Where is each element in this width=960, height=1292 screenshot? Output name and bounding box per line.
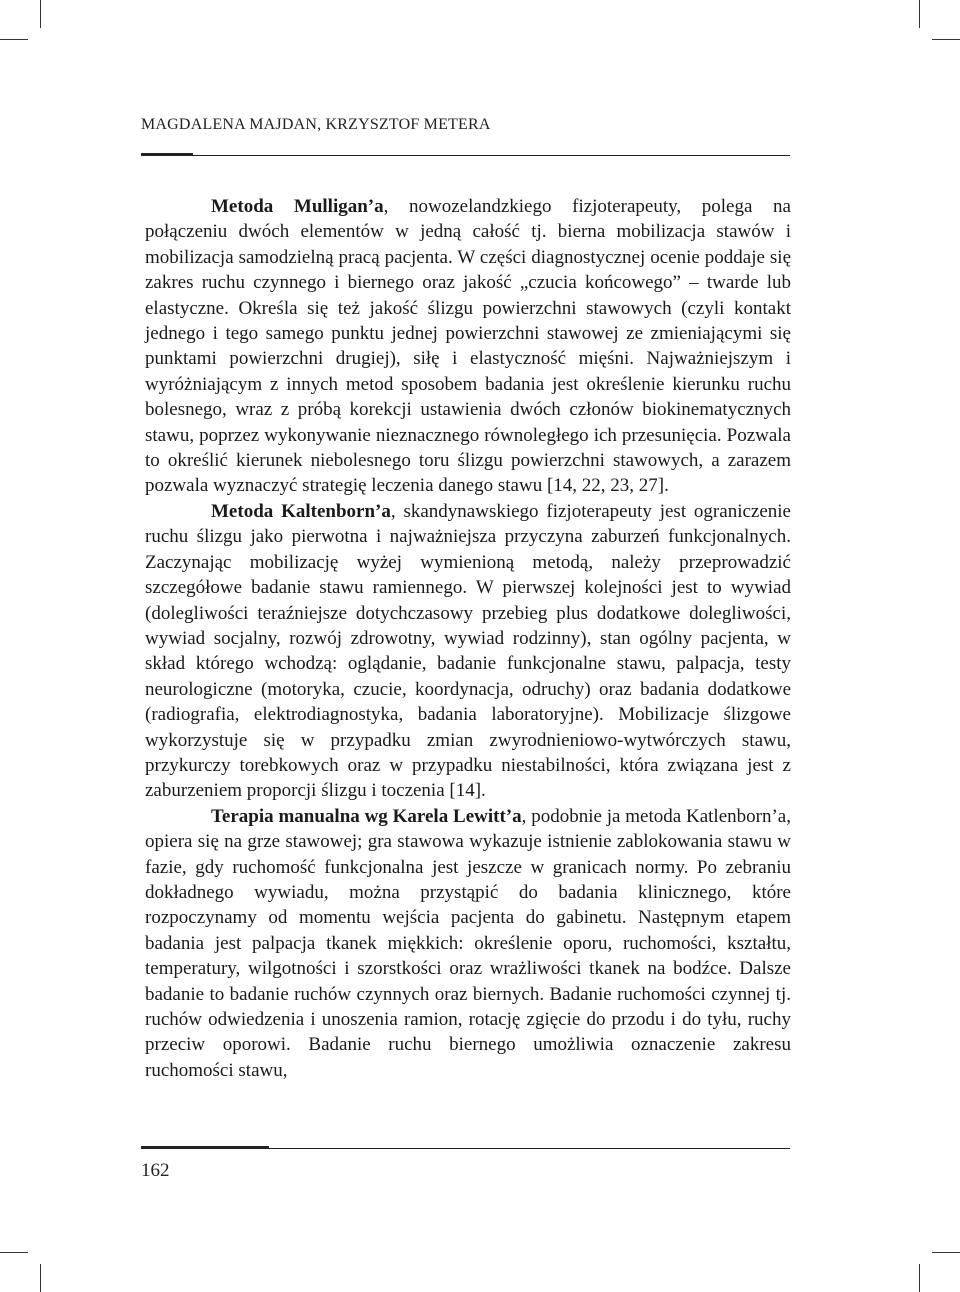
paragraph-text: , nowozelandzkiego fizjoterapeuty, polega na połączeniu dwóch elementów w jedną całość tj. bierna mobilizacja stawów i mobilizacja samodzielną pracą pacjenta. W części diagnostycznej ocenie poddaje się zakres ruchu czynnego i biernego oraz jakość „czucia końcowego” – twarde lub elastyczne. Określa się też jakość ślizgu powierzchni stawowych (czyli kontakt jednego i tego samego punktu jednej powierzchni stawowej ze zmieniającymi się punktami powierzchni drugiej), siłę i elastyczność mięśni. Najważniejszym i wyróżniającym z innych metod sposobem badania jest określenie kierunku ruchu bolesnego, wraz z próbą korekcji ustawienia dwóch członów biokinematycznych stawu, poprzez wykonywanie nieznacznego równoległego ich przesunięcia. Pozwala to określić kierunek niebolesnego toru ślizgu powierzchni stawowych, a zarazem pozwala wyznaczyć strategię leczenia danego stawu [14, 22, 23, 27]. xyxy=(145,196,791,497)
paragraph xyxy=(145,804,791,1083)
header-rule xyxy=(141,155,790,156)
crop-mark xyxy=(0,1252,28,1253)
body-text xyxy=(145,194,791,1083)
paragraph xyxy=(145,499,791,804)
crop-mark xyxy=(40,0,41,28)
page-number: 162 xyxy=(141,1160,170,1181)
footer-rule-accent xyxy=(141,1146,269,1149)
crop-mark xyxy=(0,39,28,40)
crop-mark xyxy=(919,0,920,28)
header-rule-accent xyxy=(141,153,193,156)
crop-mark xyxy=(919,1264,920,1292)
running-head: MAGDALENA MAJDAN, KRZYSZTOF METERA xyxy=(141,116,491,133)
method-name: Metoda Mulligan’a xyxy=(211,196,384,217)
paragraph xyxy=(145,194,791,499)
paragraph-text: , podobnie ja metoda Katlenborn’a, opiera się na grze stawowej; gra stawowa wykazuje istnienie zablokowania stawu w fazie, gdy ruchomość funkcjonalna jest jeszcze w granicach normy. Po zebraniu dokładnego wywiadu, można przystąpić do badania klinicznego, które rozpoczynamy od momentu wejścia pacjenta do gabinetu. Następnym etapem badania jest palpacja tkanek miękkich: określenie oporu, ruchomości, kształtu, temperatury, wilgotności i szorstkości oraz wrażliwości tkanek na bodźce. Dalsze badanie to badanie ruchów czynnych oraz biernych. Badanie ruchomości czynnej tj. ruchów odwiedzenia i unoszenia ramion, rotację zgięcie do przodu i do tyłu, ruchy przeciw oporowi. Badanie ruchu biernego umożliwia oznaczenie zakresu ruchomości stawu, xyxy=(145,805,791,1081)
paragraph-text: , skandynawskiego fizjoterapeuty jest ograniczenie ruchu ślizgu jako pierwotna i najważniejsza przyczyna zaburzeń funkcjonalnych. Zaczynając mobilizację wyżej wymienioną metodą, należy przeprowadzić szczegółowe badanie stawu ramiennego. W pierwszej kolejności jest to wywiad (dolegliwości teraźniejsze dotychczasowy przebieg plus dodatkowe dolegliwości, wywiad socjalny, rozwój zdrowotny, wywiad rodzinny), stan ogólny pacjenta, w skład którego wchodzą: oglądanie, badanie funkcjonalne stawu, palpacja, testy neurologiczne (motoryka, czucie, koordynacja, odruchy) oraz badania dodatkowe (radiografia, elektrodiagnostyka, badania laboratoryjne). Mobilizacje ślizgowe wykorzystuje się w przypadku zmian zwyrodnieniowo-wytwórczych stawu, przykurczy torebkowych oraz w przypadku niestabilności, która związana jest z zaburzeniem proporcji ślizgu i toczenia [14]. xyxy=(145,500,791,802)
crop-mark xyxy=(932,1252,960,1253)
crop-mark xyxy=(932,39,960,40)
method-name: Metoda Kaltenborn’a xyxy=(211,500,391,522)
crop-mark xyxy=(40,1264,41,1292)
method-name: Terapia manualna wg Karela Lewitt’a xyxy=(211,805,522,827)
